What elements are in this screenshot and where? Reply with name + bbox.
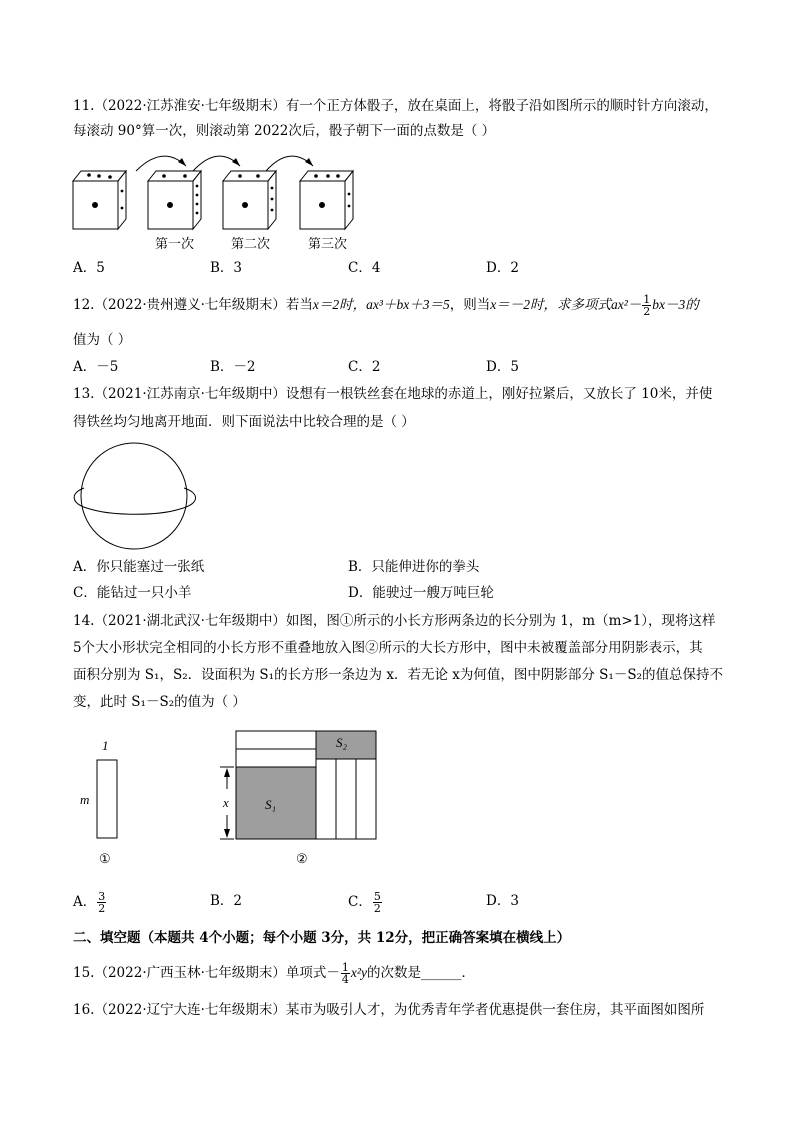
q11-option-a: A．5 bbox=[73, 260, 105, 276]
q14-line3: 面积分别为 S₁，S₂．设面积为 S₁的长方形一条边为 x．若无论 x为何值，图中阴影部分 S₁－S₂的值总保持不 bbox=[73, 667, 723, 683]
q12-option-c: C．2 bbox=[348, 359, 381, 375]
roll-arrow-3 bbox=[266, 156, 313, 171]
q11-option-b: B．3 bbox=[210, 260, 243, 276]
fig2-s2-label: S₂ bbox=[336, 735, 348, 750]
roll-arrow-1 bbox=[136, 156, 186, 171]
die-second-roll bbox=[223, 171, 276, 229]
q12-option-d: D．5 bbox=[486, 359, 519, 375]
fig2-x-label: x bbox=[223, 795, 229, 810]
q13-line1: 13.（2021·江苏南京·七年级期中）设想有一根铁丝套在地球的赤道上，刚好拉紧后，又放长了 10米，并使 bbox=[73, 386, 713, 402]
fig1-caption: ① bbox=[99, 852, 111, 867]
q14-line2: 5个大小形状完全相同的小长方形不重叠地放入图②所示的大长方形中，图中未被覆盖部分用阴影表示，其 bbox=[73, 640, 703, 656]
q12-option-a: A．－5 bbox=[73, 359, 119, 375]
q12-option-b: B．－2 bbox=[210, 359, 256, 375]
roll-arrow-2 bbox=[193, 156, 240, 171]
caption-first: 第一次 bbox=[155, 237, 195, 252]
q12-line2: 值为（ ） bbox=[73, 332, 132, 348]
dice-rolling-figure bbox=[68, 146, 368, 236]
fig2-s1-label: S₁ bbox=[265, 797, 277, 812]
q14-line4: 变，此时 S₁－S₂的值为（ ） bbox=[73, 694, 246, 710]
q11-option-d: D．2 bbox=[486, 260, 519, 276]
q13-option-c: C．能钻过一只小羊 bbox=[73, 585, 192, 601]
fig2-caption: ② bbox=[296, 852, 308, 867]
q14-option-b: B．2 bbox=[210, 893, 243, 909]
fig1-width-label: 1 bbox=[102, 738, 109, 753]
caption-second: 第二次 bbox=[231, 237, 271, 252]
q12-fraction: $\frac{1}{2}$ bbox=[643, 293, 651, 318]
section-2-title: 二、填空题（本题共 4个小题；每个小题 3分，共 12分，把正确答案填在横线上） bbox=[73, 930, 571, 946]
q14-line1: 14.（2021·湖北武汉·七年级期中）如图，图①所示的小长方形两条边的长分别为 1，m（m>1），现将这样 bbox=[73, 613, 716, 629]
die-initial bbox=[73, 171, 126, 229]
q11-option-c: C．4 bbox=[348, 260, 381, 276]
q13-option-b: B．只能伸进你的拳头 bbox=[348, 559, 480, 575]
die-third-roll bbox=[300, 171, 353, 229]
q11-line1: 11.（2022·江苏淮安·七年级期末）有一个正方体骰子，放在桌面上，将骰子沿如图所示的顺时针方向滚动， bbox=[73, 98, 718, 114]
q16-line1: 16.（2022·辽宁大连·七年级期末）某市为吸引人才，为优秀青年学者优惠提供一套住房，其平面图如图所 bbox=[73, 1002, 705, 1018]
q14-option-a: A． $\frac{3}{2}$ bbox=[73, 890, 106, 915]
die-first-roll bbox=[148, 171, 201, 229]
figure-large-rectangle bbox=[210, 725, 395, 845]
q14-option-c: C． $\frac{5}{2}$ bbox=[348, 890, 381, 915]
caption-third: 第三次 bbox=[308, 237, 348, 252]
earth-circle bbox=[81, 443, 187, 549]
q11-line2: 每滚动 90°算一次，则滚动第 2022次后，骰子朝下一面的点数是（ ） bbox=[73, 123, 496, 139]
q12-line1: 12.（2022·贵州遵义·七年级期末）若当x＝2时，ax³＋bx＋3＝5，则当x＝－2时，求多项式ax²－ $\frac{1}{2}$ bx－3的 bbox=[73, 293, 699, 318]
q15-line: 15.（2022·广西玉林·七年级期末）单项式－ $\frac{1}{4}$ x²y的次数是______． bbox=[73, 961, 475, 986]
q13-line2: 得铁丝均匀地离开地面．则下面说法中比较合理的是（ ） bbox=[73, 414, 415, 430]
q14-option-d: D．3 bbox=[486, 893, 519, 909]
q13-option-a: A．你只能塞过一张纸 bbox=[73, 559, 205, 575]
earth-wire-figure bbox=[68, 440, 218, 552]
fig1-height-label: m bbox=[80, 792, 90, 807]
equator-wire bbox=[90, 509, 180, 514]
q13-option-d: D．能驶过一艘万吨巨轮 bbox=[348, 585, 494, 601]
